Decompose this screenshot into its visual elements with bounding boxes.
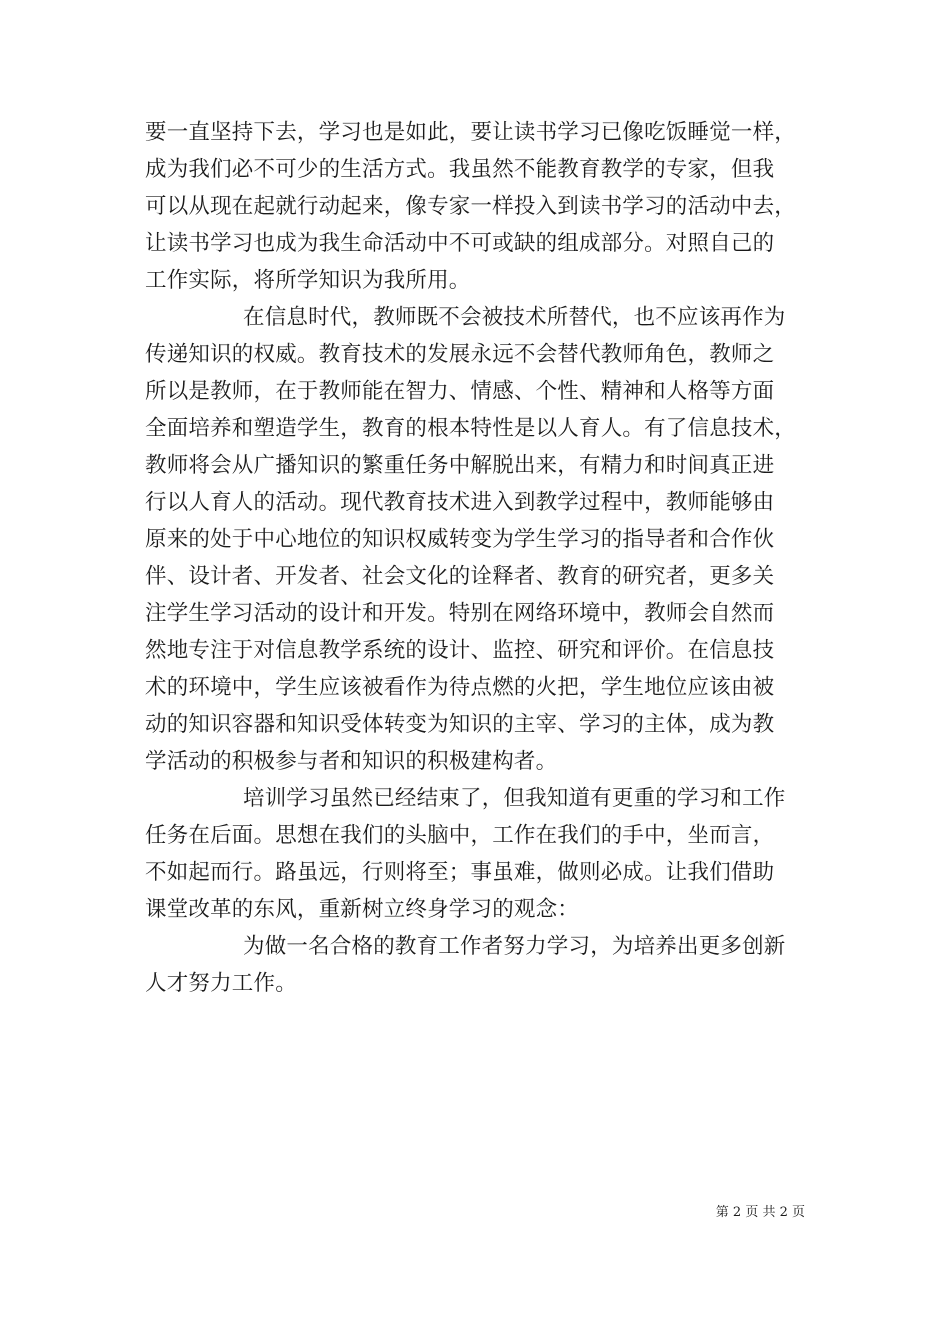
text-line: 动的知识容器和知识受体转变为知识的主宰、学习的主体，成为教 — [145, 712, 775, 737]
text-line: 术的环境中，学生应该被看作为待点燃的火把，学生地位应该由被 — [145, 675, 775, 700]
text-line: 任务在后面。思想在我们的头脑中，工作在我们的手中，坐而言， — [145, 823, 775, 848]
text-line: 不如起而行。路虽远，行则将至；事虽难，做则必成。让我们借助 — [145, 860, 775, 885]
text-line: 要一直坚持下去，学习也是如此，要让读书学习已像吃饭睡觉一样， — [145, 120, 797, 145]
page-number-footer: 第 2 页 共 2 页 — [715, 1205, 805, 1220]
text-line: 让读书学习也成为我生命活动中不可或缺的组成部分。对照自己的 — [145, 231, 775, 256]
text-line: 教师将会从广播知识的繁重任务中解脱出来，有精力和时间真正进 — [145, 453, 775, 478]
text-line: 工作实际，将所学知识为我所用。 — [145, 268, 471, 293]
text-line: 传递知识的权威。教育技术的发展永远不会替代教师角色，教师之 — [145, 342, 775, 367]
paragraph-start-line: 为做一名合格的教育工作者努力学习，为培养出更多创新 — [243, 934, 786, 959]
text-line: 注学生学习活动的设计和开发。特别在网络环境中，教师会自然而 — [145, 601, 775, 626]
text-line: 成为我们必不可少的生活方式。我虽然不能教育教学的专家，但我 — [145, 157, 775, 182]
text-line: 可以从现在起就行动起来，像专家一样投入到读书学习的活动中去， — [145, 194, 797, 219]
text-line: 然地专注于对信息教学系统的设计、监控、研究和评价。在信息技 — [145, 638, 775, 663]
text-line: 伴、设计者、开发者、社会文化的诠释者、教育的研究者，更多关 — [145, 564, 775, 589]
paragraph-start-line: 在信息时代，教师既不会被技术所替代，也不应该再作为 — [243, 305, 786, 330]
text-line: 课堂改革的东风，重新树立终身学习的观念： — [145, 897, 580, 922]
text-line: 所以是教师，在于教师能在智力、情感、个性、精神和人格等方面 — [145, 379, 775, 404]
text-line: 全面培养和塑造学生，教育的根本特性是以人育人。有了信息技术， — [145, 416, 797, 441]
text-line: 学活动的积极参与者和知识的积极建构者。 — [145, 749, 558, 774]
text-line: 行以人育人的活动。现代教育技术进入到教学过程中，教师能够由 — [145, 490, 775, 515]
text-line: 原来的处于中心地位的知识权威转变为学生学习的指导者和合作伙 — [145, 527, 775, 552]
text-line: 人才努力工作。 — [145, 971, 297, 996]
document-body — [145, 114, 810, 1002]
paragraph-start-line: 培训学习虽然已经结束了，但我知道有更重的学习和工作 — [243, 786, 786, 811]
